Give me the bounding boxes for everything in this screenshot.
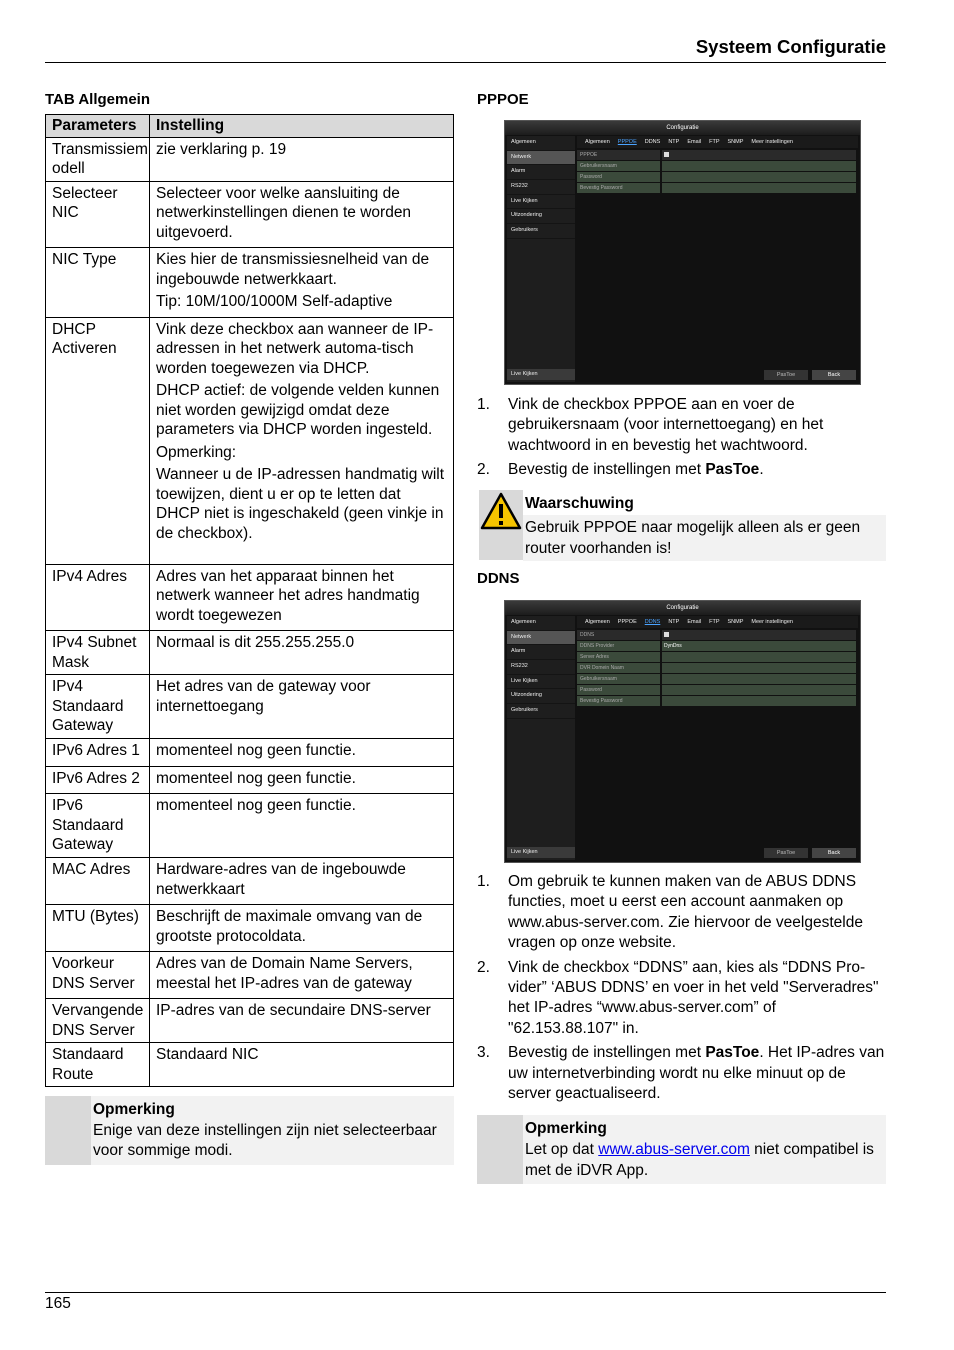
column-header-parameters: Parameters [46, 115, 150, 138]
form-row [577, 641, 856, 651]
table-row [46, 631, 454, 675]
description-paragraph: Wanneer u de IP-adressen handmatig wilt toewijzen, dient u er op te letten dat DHCP niet is ingeschakeld (geen vinkje in de checkbox). [156, 466, 445, 542]
param-name: NIC Type [46, 248, 150, 318]
form-field[interactable] [662, 183, 856, 193]
param-name: Selecteer NIC [46, 181, 150, 248]
form-row [577, 696, 856, 706]
param-description [150, 1043, 454, 1087]
form-row [577, 172, 856, 182]
sidebar-item[interactable]: RS232 [507, 660, 575, 675]
form-label: Gebruikersnaam [577, 674, 660, 684]
apply-button[interactable]: PasToe [764, 370, 808, 380]
enable-checkbox[interactable] [664, 632, 669, 637]
ddns-screenshot [504, 600, 861, 863]
param-description [150, 317, 454, 564]
form-label: Password [577, 172, 660, 182]
sidebar-item[interactable]: Uitzondering [507, 209, 575, 224]
config-tab[interactable]: Email [687, 139, 702, 145]
description-paragraph: Vink deze checkbox aan wanneer de IP-adressen in het netwerk automa-tisch worden toegewezen via DHCP. [156, 320, 434, 377]
sidebar-item[interactable]: Alarm [507, 645, 575, 660]
form-row [577, 630, 856, 640]
param-name: IPv6 Adres 2 [46, 766, 150, 794]
description-paragraph: Standaard NIC [156, 1046, 259, 1063]
table-row [46, 766, 454, 794]
form-label: Gebruikersnaam [577, 161, 660, 171]
description-paragraph: IP-adres van de secundaire DNS-server [156, 1002, 431, 1019]
ddns-step-2: 2. Vink de checkbox “DDNS” aan, kies als “DDNS Pro-vider” ‘ABUS DDNS’ en voer in het veld "Serveradres" het IP-adres “www.abus-server.com” of "62.153.88.107" in. [477, 958, 879, 1037]
live-kijken-button[interactable]: Live Kijken [507, 847, 575, 858]
description-paragraph: DHCP actief: de volgende velden kunnen niet worden gewijzigd omdat deze parameters via DHCP worden ingesteld. [156, 382, 440, 438]
form-field[interactable] [662, 172, 856, 182]
description-paragraph: Opmerking: [156, 443, 237, 461]
footer-rule [45, 1292, 886, 1293]
form-field[interactable] [662, 685, 856, 695]
param-name: IPv4 Subnet Mask [46, 631, 150, 675]
form-field[interactable]: DynDns [662, 641, 856, 651]
section-title-pppoe: PPPOE [477, 91, 529, 108]
ddns-steps [477, 872, 887, 1108]
form-field[interactable] [662, 696, 856, 706]
sidebar-item[interactable]: Gebruikers [507, 704, 575, 719]
sidebar-item[interactable]: Algemeen [507, 616, 575, 631]
config-tab[interactable]: DDNS [644, 619, 661, 625]
table-row [46, 858, 454, 905]
apply-button[interactable]: PasToe [764, 848, 808, 858]
form-field[interactable] [662, 663, 856, 673]
sidebar-item[interactable]: Live Kijken [507, 675, 575, 690]
param-description [150, 952, 454, 999]
param-description [150, 137, 454, 181]
param-description [150, 564, 454, 631]
form-label: DDNS Provider [577, 641, 660, 651]
param-description [150, 631, 454, 675]
sidebar-item[interactable]: Uitzondering [507, 689, 575, 704]
param-description [150, 858, 454, 905]
description-paragraph: Selecteer voor welke aansluiting de netwerkinstellingen dienen te worden uitgevoerd. [156, 184, 412, 241]
header-rule [45, 62, 886, 63]
table-row [46, 952, 454, 999]
form-label: Server Adres [577, 652, 660, 662]
screen-buttons [760, 841, 856, 859]
param-name: Transmissiem odell [46, 137, 150, 181]
form-label: Bevestig Password [577, 696, 660, 706]
config-tab[interactable]: NTP [668, 139, 680, 145]
form-label: Password [577, 685, 660, 695]
description-paragraph: momenteel nog geen functie. [156, 797, 356, 814]
description-paragraph: Adres van het apparaat binnen het netwerk wanneer het adres handmatig wordt toegewezen [156, 567, 420, 624]
enable-checkbox-cell[interactable] [662, 630, 856, 640]
note-right-title: Opmerking [525, 1120, 607, 1137]
config-tab[interactable]: SNMP [727, 139, 744, 145]
form-row [577, 150, 856, 160]
page-header-title: Systeem Configuratie [695, 36, 886, 57]
config-tab[interactable]: FTP [709, 139, 720, 145]
table-row [46, 181, 454, 248]
back-button[interactable]: Back [812, 370, 856, 380]
warning-text: Gebruik PPPOE naar mogelijk alleen als er geen router voorhanden is! [523, 515, 886, 561]
section-title-tab-allgemein: TAB Allgemein [45, 91, 151, 108]
note-left-title: Opmerking [93, 1101, 175, 1118]
description-paragraph: Het adres van de gateway voor internettoegang [156, 678, 371, 715]
note-left [91, 1096, 454, 1165]
warning-icon [479, 490, 523, 534]
description-paragraph: Kies hier de transmissiesnelheid van de ingebouwde netwerkkaart. [156, 251, 430, 288]
table-row [46, 999, 454, 1043]
param-description [150, 739, 454, 767]
note-right-sidebar [477, 1115, 523, 1184]
table-row [46, 739, 454, 767]
pppoe-steps [477, 395, 887, 485]
param-description [150, 905, 454, 952]
config-tab[interactable]: Algemeen [585, 139, 610, 145]
config-tab[interactable]: Algemeen [585, 619, 610, 625]
sidebar-item[interactable]: Netwerk [507, 631, 575, 646]
config-tab[interactable]: DDNS [644, 139, 661, 145]
form-row [577, 652, 856, 662]
param-description [150, 999, 454, 1043]
table-body [46, 137, 454, 1087]
description-paragraph: Beschrijft de maximale omvang van de grootste protocoldata. [156, 908, 423, 945]
note-left-sidebar [45, 1096, 91, 1165]
config-sidebar [507, 136, 575, 382]
table-row [46, 248, 454, 318]
sidebar-item[interactable]: Algemeen [507, 136, 575, 151]
param-name: Voorkeur DNS Server [46, 952, 150, 999]
description-paragraph: Tip: 10M/100/1000M Self-adaptive [156, 293, 393, 310]
form-field[interactable] [662, 674, 856, 684]
param-description [150, 766, 454, 794]
ddns-step-1: 1. Om gebruik te kunnen maken van de ABUS DDNS functies, moet u eerst een account aanmaken op www.abus-server.com. Zie hiervoor de veelgestelde vragen op onze website. [477, 873, 863, 952]
config-tab[interactable]: FTP [709, 619, 720, 625]
window-title: Configuratie [505, 601, 860, 615]
window-title: Configuratie [505, 121, 860, 135]
config-tab[interactable]: SNMP [727, 619, 744, 625]
param-name: DHCP Activeren [46, 317, 150, 564]
form-label: DDNS [577, 630, 660, 640]
sidebar-item[interactable]: RS232 [507, 180, 575, 195]
form-label: PPPOE [577, 150, 660, 160]
page-number: 165 [45, 1295, 71, 1312]
table-row [46, 137, 454, 181]
config-tabs [577, 136, 858, 148]
note-left-text: Enige van deze instellingen zijn niet selecteerbaar voor sommige modi. [93, 1122, 437, 1159]
warning-title: Waarschuwing [525, 495, 634, 512]
table-row [46, 564, 454, 631]
sidebar-item[interactable]: Gebruikers [507, 224, 575, 239]
table-header-row [46, 115, 454, 138]
form-row [577, 183, 856, 193]
param-name: IPv6 Standaard Gateway [46, 794, 150, 858]
config-tab[interactable]: Email [687, 619, 702, 625]
table-row [46, 794, 454, 858]
config-tab[interactable]: Meer instellingen [751, 619, 793, 625]
enable-checkbox-cell[interactable] [662, 150, 856, 160]
warning-box [523, 490, 886, 560]
param-description [150, 181, 454, 248]
screen-buttons [760, 363, 856, 381]
live-kijken-button[interactable]: Live Kijken [507, 369, 575, 380]
ddns-form [577, 630, 856, 707]
table-row [46, 905, 454, 952]
enable-checkbox[interactable] [664, 152, 669, 157]
form-row [577, 674, 856, 684]
form-row [577, 663, 856, 673]
config-tab[interactable]: PPPOE [617, 619, 637, 625]
param-description [150, 248, 454, 318]
back-button[interactable]: Back [812, 848, 856, 858]
param-description [150, 675, 454, 739]
pppoe-form [577, 150, 856, 194]
param-name: Vervangende DNS Server [46, 999, 150, 1043]
form-row [577, 161, 856, 171]
pppoe-step-1: 1. Vink de checkbox PPPOE aan en voer de gebruikersnaam (voor internettoegang) en het wachtwoord in en bevestig het wachtwoord. [477, 396, 824, 454]
description-paragraph: momenteel nog geen functie. [156, 769, 356, 787]
param-name: MAC Adres [46, 858, 150, 905]
param-name: IPv4 Standaard Gateway [46, 675, 150, 739]
sidebar-item[interactable]: Live Kijken [507, 195, 575, 210]
form-field[interactable] [662, 161, 856, 171]
table-row [46, 317, 454, 564]
param-name: IPv4 Adres [46, 564, 150, 631]
table-row [46, 1043, 454, 1087]
config-tab[interactable]: PPPOE [617, 139, 637, 145]
section-title-ddns: DDNS [477, 570, 520, 587]
table-row [46, 675, 454, 739]
config-sidebar [507, 616, 575, 860]
config-tabs [577, 616, 858, 628]
form-label: Bevestig Password [577, 183, 660, 193]
description-paragraph: zie verklaring p. 19 [156, 140, 287, 158]
note-right-text: Let op dat www.abus-server.com niet compatibel is met de iDVR App. [525, 1141, 874, 1179]
config-tab[interactable]: Meer instellingen [751, 139, 793, 145]
form-row [577, 685, 856, 695]
form-label: DVR Domein Naam [577, 663, 660, 673]
pppoe-step-2: 2. Bevestig de instellingen met PasToe. [477, 461, 764, 479]
pppoe-screenshot [504, 120, 861, 385]
note-right [523, 1115, 886, 1184]
description-paragraph: Hardware-adres van de ingebouwde netwerkkaart [156, 861, 406, 898]
param-name: Standaard Route [46, 1043, 150, 1087]
parameters-table [45, 114, 454, 1087]
param-description [150, 794, 454, 858]
description-paragraph: momenteel nog geen functie. [156, 742, 356, 759]
form-field[interactable] [662, 652, 856, 662]
abus-server-link[interactable]: www.abus-server.com [598, 1141, 750, 1158]
param-name: MTU (Bytes) [46, 905, 150, 952]
warning-sidebar [479, 490, 523, 560]
sidebar-item[interactable]: Alarm [507, 165, 575, 180]
config-tab[interactable]: NTP [668, 619, 680, 625]
description-paragraph: Adres van de Domain Name Servers, meestal het IP-adres van de gateway [156, 955, 413, 992]
param-name: IPv6 Adres 1 [46, 739, 150, 767]
sidebar-item[interactable]: Netwerk [507, 151, 575, 166]
description-paragraph: Normaal is dit 255.255.255.0 [156, 634, 355, 651]
ddns-step-3: 3. Bevestig de instellingen met PasToe. Het IP-adres van uw internetverbinding wordt nu elke minuut op de server geactualiseerd. [477, 1044, 885, 1103]
column-header-instelling: Instelling [150, 115, 454, 138]
